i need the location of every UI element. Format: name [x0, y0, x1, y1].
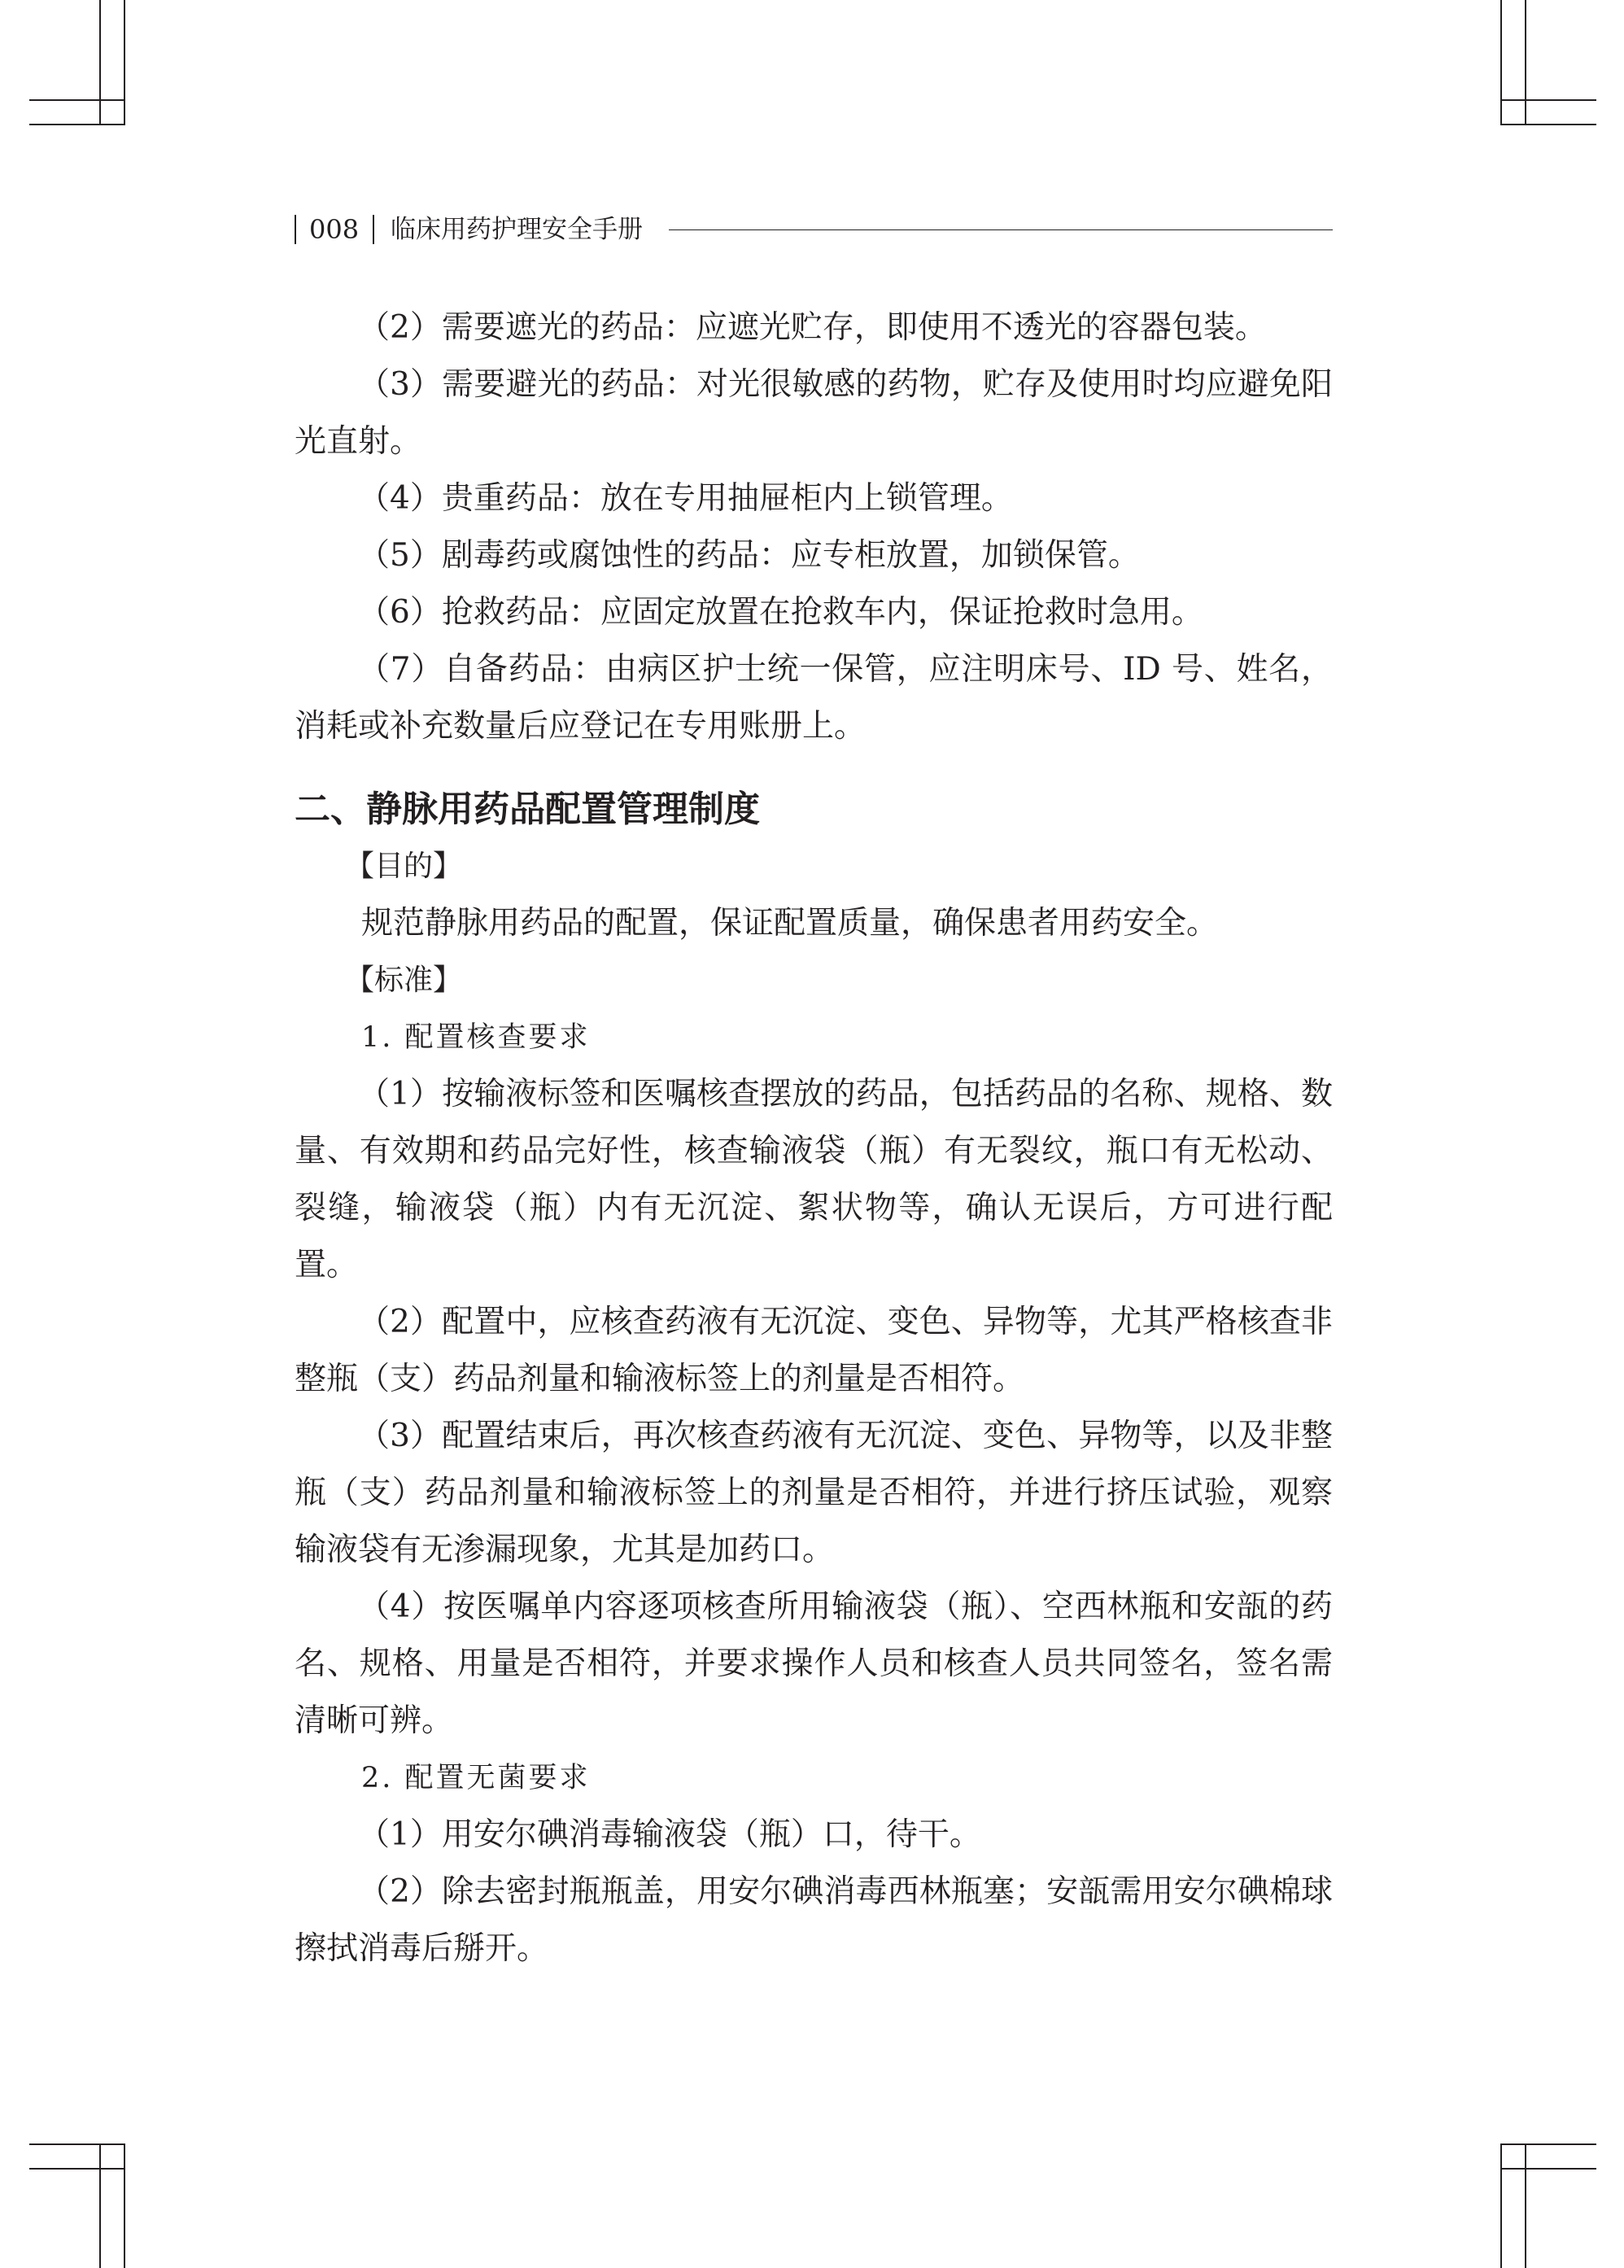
paragraph: （2）需要遮光的药品：应遮光贮存，即使用不透光的容器包装。: [358, 309, 1267, 346]
crop-mark-top-left-horizontal: [29, 99, 125, 101]
crop-mark-bottom-left-vertical: [99, 2143, 101, 2268]
running-head-left-bar: [295, 215, 296, 244]
crop-mark-top-left-horizontal-outer: [29, 124, 125, 125]
paragraph: （6）抢救药品：应固定放置在抢救车内，保证抢救时急用。: [358, 594, 1203, 631]
purpose-text: 规范静脉用药品的配置，保证配置质量，确保患者用药安全。: [361, 905, 1219, 942]
paragraph: （2）配置中，应核查药液有无沉淀、变色、异物等，尤其严格核查非整瓶（支）药品剂量和输液标签上的剂量是否相符。: [295, 1304, 1333, 1397]
crop-mark-top-right-vertical: [1500, 0, 1502, 125]
standard-label: 【标准】: [345, 964, 463, 997]
section-heading: 二、静脉用药品配置管理制度: [295, 789, 760, 830]
running-head-separator-bar: [373, 215, 374, 244]
crop-mark-top-right-horizontal: [1500, 99, 1596, 101]
crop-mark-bottom-left-horizontal-outer: [29, 2168, 125, 2170]
paragraph: （2）除去密封瓶瓶盖，用安尔碘消毒西林瓶塞；安瓿需用安尔碘棉球擦拭消毒后掰开。: [295, 1873, 1333, 1967]
crop-mark-bottom-right-horizontal-outer: [1500, 2168, 1596, 2170]
page-number: 008: [309, 214, 360, 245]
crop-mark-bottom-right-vertical: [1500, 2143, 1502, 2268]
purpose-label: 【目的】: [345, 850, 463, 883]
running-head-rule: [669, 229, 1333, 230]
crop-mark-bottom-right-horizontal: [1500, 2143, 1596, 2145]
paragraph: （3）需要避光的药品：对光很敏感的药物，贮存及使用时均应避免阳光直射。: [295, 366, 1333, 460]
crop-mark-bottom-left-vertical-outer: [124, 2143, 125, 2268]
subheading-aseptic-requirements: 2. 配置无菌要求: [361, 1762, 591, 1794]
paragraph: （7）自备药品：由病区护士统一保管，应注明床号、ID 号、姓名，消耗或补充数量后应登记在专用账册上。: [295, 651, 1333, 745]
paragraph: （1）用安尔碘消毒输液袋（瓶）口，待干。: [358, 1816, 981, 1853]
paragraph: （1）按输液标签和医嘱核查摆放的药品，包括药品的名称、规格、数量、有效期和药品完好性，核查输液袋（瓶）有无裂纹，瓶口有无松动、裂缝，输液袋（瓶）内有无沉淀、絮状物等，确认无误后，方可进行配置。: [295, 1076, 1333, 1283]
paragraph: （4）按医嘱单内容逐项核查所用输液袋（瓶）、空西林瓶和安瓿的药名、规格、用量是否相符，并要求操作人员和核查人员共同签名，签名需清晰可辨。: [295, 1588, 1333, 1739]
paragraph: （3）配置结束后，再次核查药液有无沉淀、变色、异物等，以及非整瓶（支）药品剂量和输液标签上的剂量是否相符，并进行挤压试验，观察输液袋有无渗漏现象，尤其是加药口。: [295, 1418, 1333, 1568]
running-head: [295, 210, 1333, 251]
crop-mark-top-right-horizontal-outer: [1500, 124, 1596, 125]
crop-mark-top-left-vertical-outer: [124, 0, 125, 125]
page-body: [295, 299, 1333, 1977]
paragraph: （4）贵重药品：放在专用抽屉柜内上锁管理。: [358, 480, 1013, 517]
crop-mark-bottom-right-vertical-outer: [1525, 2143, 1526, 2268]
crop-mark-top-right-vertical-outer: [1525, 0, 1526, 125]
paragraph: （5）剧毒药或腐蚀性的药品：应专柜放置，加锁保管。: [358, 537, 1140, 574]
crop-mark-top-left-vertical: [99, 0, 101, 125]
subheading-check-requirements: 1. 配置核查要求: [361, 1021, 591, 1054]
book-title: 临床用药护理安全手册: [391, 215, 643, 244]
crop-mark-bottom-left-horizontal: [29, 2143, 125, 2145]
